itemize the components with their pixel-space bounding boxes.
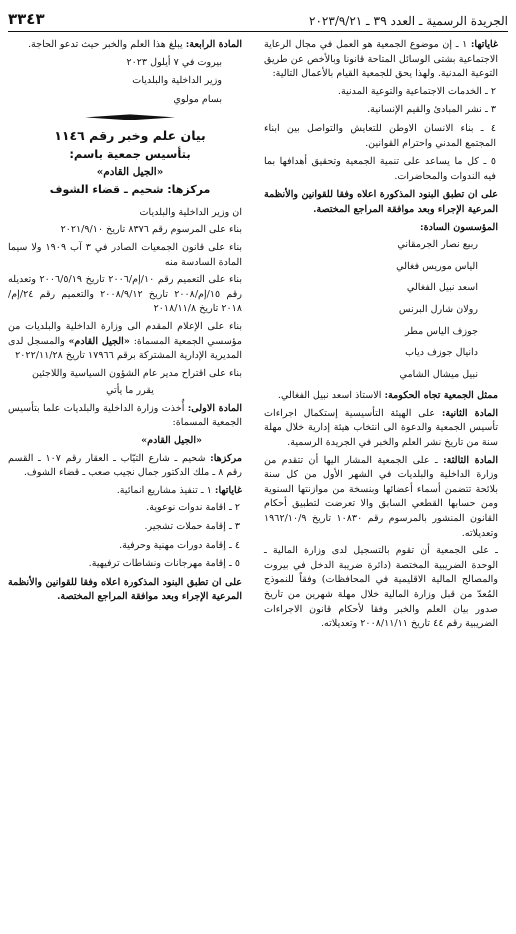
list-item: جوزف الياس مطر: [405, 325, 478, 337]
list-item: ٥ ـ كل ما يساعد على تنمية الجمعية وتحقيق أهدافها بما فيه الندوات والمحاضرات.: [264, 156, 496, 182]
recital: بناء على المرسوم رقم ٨٣٧٦ تاريخ ٢٠٢١/٩/١٠: [60, 224, 242, 236]
association-name: «الجيل القادم»: [96, 165, 164, 178]
sign-name: بسام مولوي: [173, 93, 222, 105]
sign-date: بيروت في ٧ أيلول ٢٠٢٣: [126, 56, 222, 68]
decides-line: يقرر ما يأتي: [106, 385, 154, 397]
goals-paragraph: غاياتها: ١ ـ إن موضوع الجمعية هو العمل في مجال الرعاية الاجتماعية بشتى الوسائل المتاحة قانونا وبالأخص عن طريق التوعية المدنية. ولهذا يحق للجمعية القيام بالأعمال التالية:: [264, 39, 498, 80]
list-item: رولان شارل البرنس: [398, 303, 478, 315]
issue-date: ـ ٢٠٢٣/٩/٢١: [309, 14, 370, 28]
list-item: اسعد نبيل الفغالي: [406, 282, 478, 294]
goals-list: [8, 501, 252, 571]
article-two: المادة الثانية: على الهيئة التأسيسية إستكمال اجراءات تأسيس الجمعية والدعوة الى انتخاب هيئة إدارية خلال مهلة سنة من تاريخ نشر العلم والخبر في الجريدة الرسمية.: [264, 407, 498, 449]
intro-line: ان وزير الداخلية والبلديات: [139, 206, 242, 218]
headquarters: مركزها: شحيم ـ شارع التيّاب ـ العقار رقم ١٠٧ ـ القسم رقم ٨ ـ ملك الدكتور جمال نجيب صعب ـ قضاء الشوف.: [8, 452, 242, 479]
issue-number: ٣٩: [373, 13, 387, 28]
page-number: ٣٣٤٣: [8, 10, 45, 28]
article-four: المادة الرابعة: يبلغ هذا العلم والخبر حيث تدعو الحاجة.: [27, 39, 242, 50]
page-header: [8, 6, 508, 28]
article-three: المادة الثالثة: ـ على الجمعية المشار اليها أن تتقدم من وزارة الداخلية والبلديات في الشهر الأول من كل سنة بلائحة تتضمن أسماء أعضائها وبنسخة من موازنتها السنوية ومن حسابها القطعي السابق والا تعرضت لتطبيق أحكام القانون المنشور بالمرسوم رقم ١٠٨٣٠ تاريخ ١٩٦٢/١٠/٩ وتعديلاته.: [264, 454, 498, 539]
list-item: ٢ ـ الخدمات الاجتماعية والتوعية المدنية.: [337, 85, 496, 97]
notice-title: بيان علم وخبر رقم ١١٤٦: [54, 128, 206, 144]
list-item: ٤ ـ بناء الانسان الاوطن للتعايش والتواصل بين ابناء المجتمع المدني واحترام القوانين.: [264, 122, 496, 149]
header-publication-info: [309, 13, 508, 28]
publication-name: الجريدة الرسمية ـ العدد: [390, 14, 508, 28]
left-column: [8, 38, 252, 608]
founders-label: المؤسسون السادة:: [420, 221, 498, 233]
condition-clause: على ان تطبق البنود المذكورة اعلاه وفقا للقوانين والأنظمة المرعية الإجراء وبعد موافقة المراجع المختصة.: [264, 189, 498, 215]
section-divider: [8, 114, 252, 120]
divider-ornament: [85, 114, 175, 120]
condition-clause: على ان تطبق البنود المذكورة اعلاه وفقا للقوانين والأنظمة المرعية الإجراء وبعد موافقة المراجع المختصة.: [8, 576, 242, 603]
notice-subtitle: بتأسيس جمعية باسم:: [69, 146, 191, 161]
founders-list: [264, 238, 508, 382]
list-item: ٤ ـ إقامة دورات مهنية وحرفية.: [119, 539, 240, 551]
list-item: ٣ ـ إقامة حملات تشجير.: [144, 521, 240, 533]
right-column: [264, 38, 508, 635]
article-three-tax: ـ على الجمعية أن تقوم بالتسجيل لدى وزارة المالية ـ الوحدة الضريبية المختصة (دائرة ضريبة الدخل في بيروت والمصالح المالية الاقليمية في المحافظات) وفقاً للنموذج المُعدّ من قبل وزارة المالية خلال مهلة شهرين من تاريخ صدور بيان العلم والخبر وفقا لأحكام قانون الاجراءات الضريبية رقم ٤٤ تاريخ ٢٠٠٨/١١/١١ وتعديلاته.: [264, 545, 498, 630]
list-item: دانيال جوزف دياب: [405, 347, 478, 359]
list-item: ربيع نصار الجرمقاني: [397, 239, 478, 251]
signature-block: [8, 56, 252, 108]
association-location: مركزها: شحيم ـ قضاء الشوف: [49, 183, 211, 197]
list-item: ٣ ـ نشر المبادئ والقيم الإنسانية.: [367, 104, 496, 116]
recital: بناء على الإعلام المقدم الى وزارة الداخلية والبلديات من مؤسسي الجمعية المسماة: «الجيل القادم» والمسجل لدى المديرية الإدارية المشتركة برقم ١٧٩٦٦ تاريخ ٢٠٢٢/١١/٢٨: [8, 320, 242, 362]
article-one-name: «الجيل القادم»: [141, 435, 202, 447]
header-rule: [8, 31, 508, 32]
goals-heading: غاياتها: ١ ـ تنفيذ مشاريع انمائية.: [116, 484, 242, 496]
list-item: نبيل ميشال الشامي: [399, 368, 478, 380]
list-item: ٥ ـ إقامة مهرجانات ونشاطات ترفيهية.: [88, 558, 240, 570]
list-item: ٢ ـ اقامة ندوات نوعوية.: [146, 502, 240, 514]
recital: بناء على اقتراح مدير عام الشؤون السياسية واللاجئين: [31, 367, 242, 379]
recital: بناء على التعميم رقم ١٠/إم/٢٠٠٦ تاريخ ٢٠٠٦/٥/١٩ وتعديله رقم ١٥/إم/٢٠٠٨ تاريخ ٢٠٠٨/٩/١٢ والتعميم رقم ٢٤/إم/٢٠١٨ تاريخ ٢٠١٨/١١/٨: [8, 274, 242, 315]
list-item: الياس موريس فغالي: [396, 260, 478, 272]
article-one: المادة الاولى: أُخذت وزارة الداخلية والبلديات علما بتأسيس الجمعية المسماة:: [8, 402, 242, 429]
two-column-body: [8, 38, 508, 635]
government-representative: ممثل الجمعية تجاه الحكومة: الاستاذ اسعد نبيل الفغالي.: [277, 390, 498, 402]
recital: بناء على قانون الجمعيات الصادر في ٣ آب ١٩٠٩ ولا سيما المادة السادسة منه: [8, 241, 243, 268]
sign-title: وزير الداخلية والبلديات: [132, 75, 222, 87]
goals-list: [264, 85, 508, 185]
